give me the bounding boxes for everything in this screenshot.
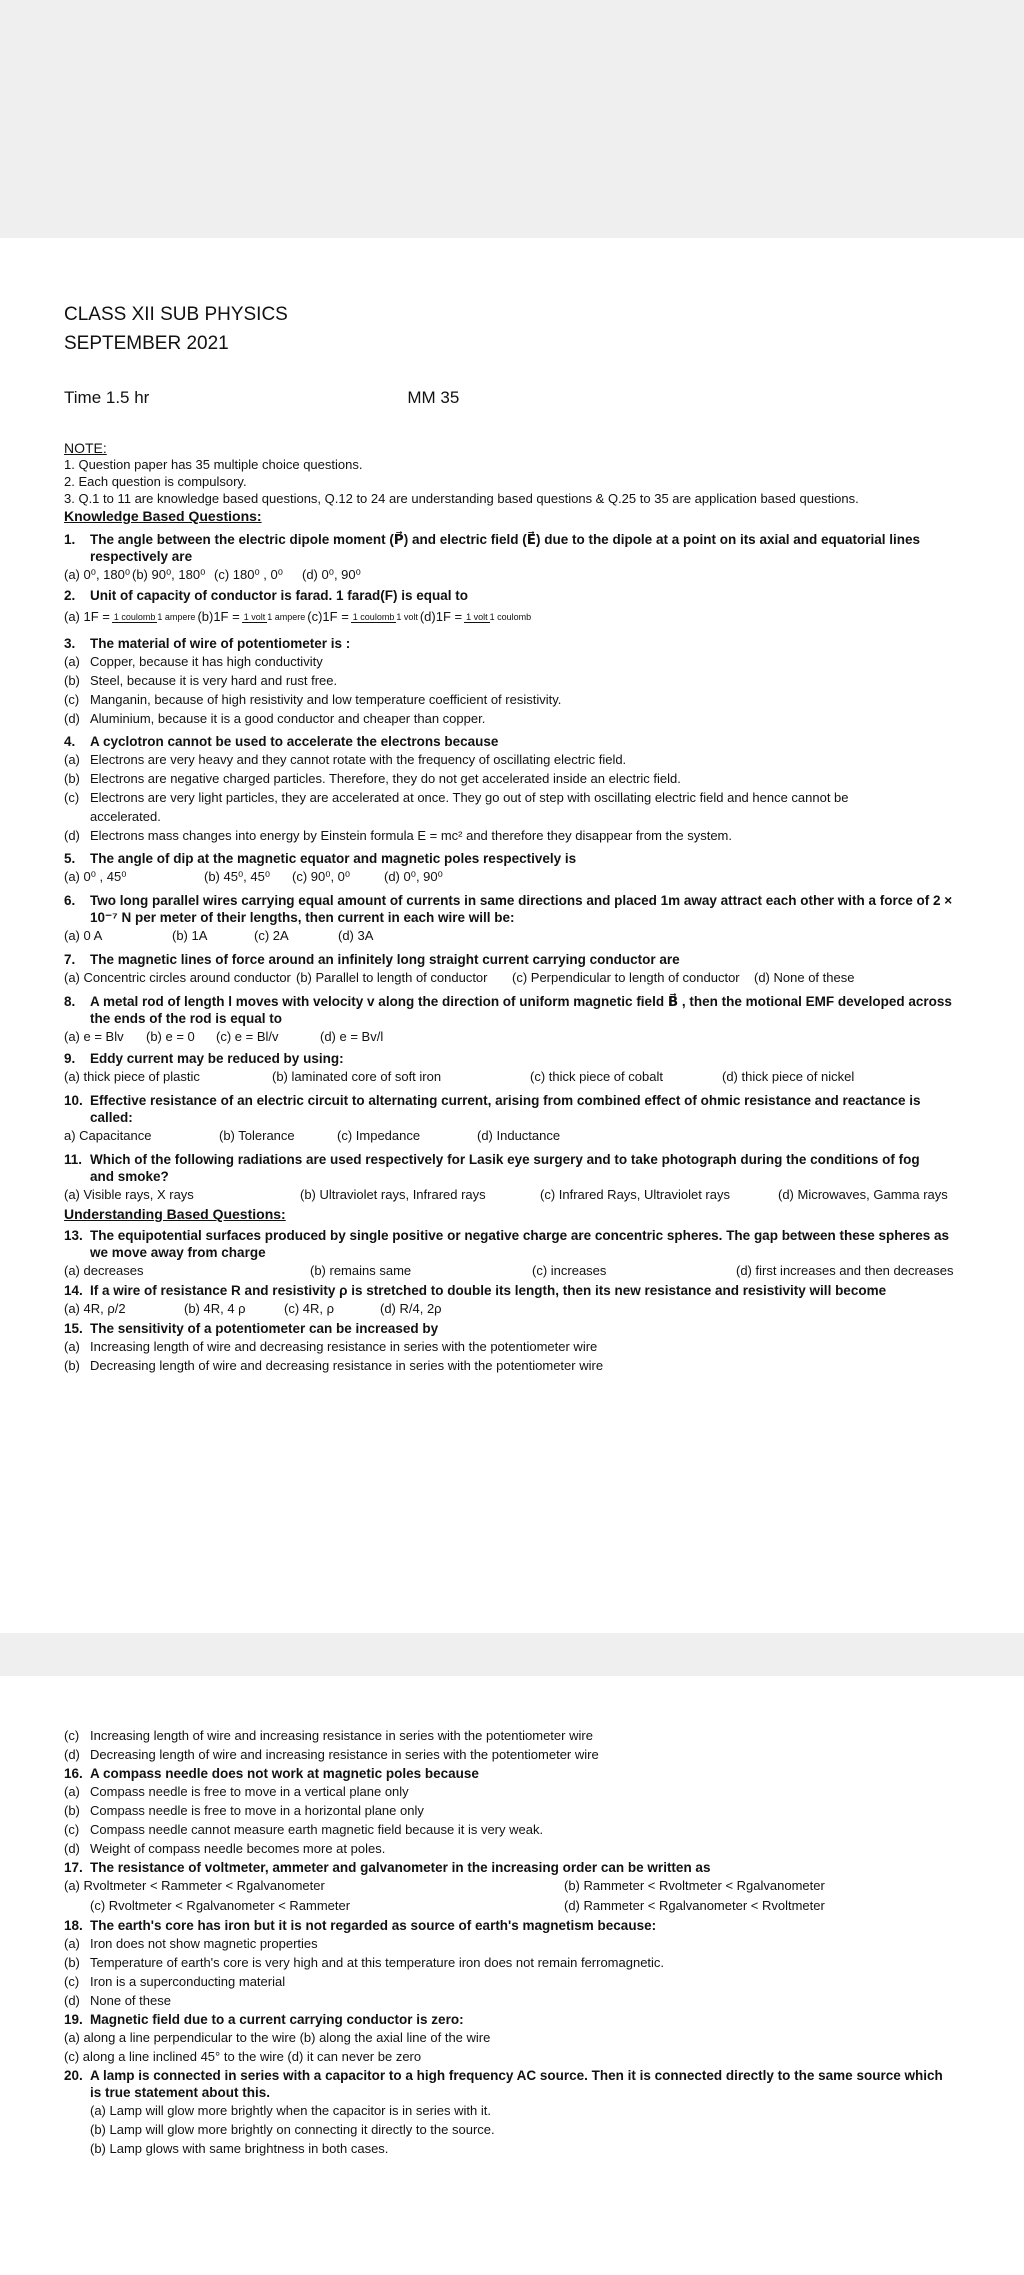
- option-b: (b) laminated core of soft iron: [272, 1069, 442, 1084]
- q5-options: [64, 867, 962, 887]
- option-c: (c) 2A: [254, 928, 289, 943]
- paper-header: [64, 238, 962, 358]
- q1-options: [64, 565, 962, 585]
- q11-options: [64, 1185, 962, 1205]
- option-c: (b) Lamp glows with same brightness in both cases.: [90, 2141, 389, 2156]
- question-20: 20. A lamp is connected in series with a capacitor to a high frequency AC source. Then it is connected directly to the same source which is true statement about this.: [64, 2068, 943, 2100]
- page-two: [0, 1676, 1024, 2275]
- paper-meta: [64, 388, 962, 408]
- q2-options: [64, 604, 962, 630]
- question-11: 11. Which of the following radiations are used respectively for Lasik eye surgery and to take photograph during the conditions of fog and smoke?: [64, 1152, 920, 1184]
- q14-options: [64, 1299, 962, 1319]
- option-b: (b)1F = 1 volt 1 ampere: [197, 609, 306, 624]
- q6-options: [64, 926, 962, 946]
- question-1: 1. The angle between the electric dipole moment (P⃗) and electric field (E⃗) due to the dipole at a point on its axial and equatorial lines respectively are: [64, 532, 920, 564]
- q7-options: [64, 968, 962, 988]
- option-b: (b) Steel, because it is very hard and rust free.: [64, 673, 338, 688]
- option-d: (d) 3A: [338, 928, 374, 943]
- option-c: (c) Iron is a superconducting material: [64, 1974, 286, 1989]
- note-item: 3. Q.1 to 11 are knowledge based questions, Q.12 to 24 are understanding based questions & Q.25 to 35 are application based questions.: [64, 491, 859, 506]
- option-c: (c) thick piece of cobalt: [530, 1069, 663, 1084]
- question-10: 10. Effective resistance of an electric circuit to alternating current, arising from combined effect of ohmic resistance and reactance is called:: [64, 1093, 921, 1125]
- section-knowledge: Knowledge Based Questions:: [64, 508, 262, 524]
- option-a: (a) Concentric circles around conductor: [64, 970, 291, 985]
- option-b: (b) Compass needle is free to move in a horizontal plane only: [64, 1803, 424, 1818]
- option-d: (d) Electrons mass changes into energy by Einstein formula E = mc² and therefore they disappear from the system.: [64, 828, 733, 843]
- option-d: (d) None of these: [64, 1993, 171, 2008]
- option-b: (b) Tolerance: [219, 1128, 295, 1143]
- max-marks: MM 35: [407, 388, 460, 407]
- option-b: (b) remains same: [310, 1263, 412, 1278]
- option-c: (c) Manganin, because of high resistivity and low temperature coefficient of resistivity.: [64, 692, 562, 707]
- option-d: (d) Decreasing length of wire and increasing resistance in series with the potentiometer wire: [64, 1747, 599, 1762]
- option-a: (a) Copper, because it has high conductivity: [64, 654, 323, 669]
- option-d: (d) 0⁰, 90⁰: [384, 869, 443, 884]
- option-d: (d)1F = 1 volt 1 coulomb: [419, 609, 532, 624]
- question-5: 5. The angle of dip at the magnetic equator and magnetic poles respectively is: [64, 851, 577, 866]
- option-b: (b) Temperature of earth's core is very high and at this temperature iron does not remain ferromagnetic.: [64, 1955, 665, 1970]
- question-19: 19. Magnetic field due to a current carrying conductor is zero:: [64, 2012, 464, 2027]
- option-b: (b) 90⁰, 180⁰: [132, 567, 206, 582]
- option-a: (a) Compass needle is free to move in a vertical plane only: [64, 1784, 409, 1799]
- option-d: (d) thick piece of nickel: [722, 1069, 855, 1084]
- page-one: [0, 238, 1024, 1633]
- option-a: (a) Electrons are very heavy and they cannot rotate with the frequency of oscillating electric field.: [64, 752, 627, 767]
- option-b: (b) Ultraviolet rays, Infrared rays: [300, 1187, 486, 1202]
- q13-options: [64, 1261, 962, 1281]
- option-c: (c) Increasing length of wire and increasing resistance in series with the potentiometer wire: [64, 1728, 593, 1743]
- option-a: (a) Increasing length of wire and decreasing resistance in series with the potentiometer wire: [64, 1339, 598, 1354]
- option-d: (d) e = Bv/l: [320, 1029, 384, 1044]
- q10-options: [64, 1126, 962, 1146]
- option-b: (b) e = 0: [146, 1029, 195, 1044]
- option-d: (d) Rammeter < Rgalvanometer < Rvoltmeter: [564, 1898, 825, 1913]
- question-9: 9. Eddy current may be reduced by using:: [64, 1051, 344, 1066]
- option-a: (a) thick piece of plastic: [64, 1069, 200, 1084]
- q9-options: [64, 1067, 962, 1087]
- option-b: (b) 45⁰, 45⁰: [204, 869, 271, 884]
- option-b: (b) Electrons are negative charged particles. Therefore, they do not get accelerated inside an electric field.: [64, 771, 681, 786]
- question-2: 2. Unit of capacity of conductor is farad. 1 farad(F) is equal to: [64, 588, 469, 603]
- question-18: 18. The earth's core has iron but it is not regarded as source of earth's magnetism because:: [64, 1918, 657, 1933]
- q17-options-row1: [64, 1876, 962, 1896]
- option-a: (a) decreases: [64, 1263, 144, 1278]
- question-14: 14. If a wire of resistance R and resistivity ρ is stretched to double its length, then its new resistance and resistivity will become: [64, 1283, 887, 1298]
- option-c: (c) Electrons are very light particles, they are accelerated at once. They go out of step with oscillating electric field and hence cannot be: [64, 790, 849, 805]
- q8-options: [64, 1027, 962, 1047]
- option-c-cont: accelerated.: [90, 809, 161, 824]
- option-a: (a) e = Blv: [64, 1029, 124, 1044]
- note-item: 2. Each question is compulsory.: [64, 474, 247, 489]
- option-a: (a) Iron does not show magnetic properties: [64, 1936, 318, 1951]
- question-17: 17. The resistance of voltmeter, ammeter and galvanometer in the increasing order can be written as: [64, 1860, 711, 1875]
- question-4: 4. A cyclotron cannot be used to accelerate the electrons because: [64, 734, 499, 749]
- option-b: (b) 1A: [172, 928, 208, 943]
- option-b: (b) Decreasing length of wire and decreasing resistance in series with the potentiometer wire: [64, 1358, 604, 1373]
- option-a: (a) Visible rays, X rays: [64, 1187, 194, 1202]
- question-16: 16. A compass needle does not work at magnetic poles because: [64, 1766, 479, 1781]
- option-d: (d) R/4, 2ρ: [380, 1301, 442, 1316]
- option-c: (c) Compass needle cannot measure earth magnetic field because it is very weak.: [64, 1822, 544, 1837]
- option-d: (d) Inductance: [477, 1128, 561, 1143]
- option-c: (c) 180⁰ , 0⁰: [214, 567, 283, 582]
- option-d: (d) 0⁰, 90⁰: [302, 567, 361, 582]
- option-c: (c) Perpendicular to length of conductor: [512, 970, 740, 985]
- option-b: (b) Parallel to length of conductor: [296, 970, 488, 985]
- option-a: (a) Rvoltmeter < Rammeter < Rgalvanometer: [64, 1878, 325, 1893]
- option-a: (a) 1F = 1 coulomb 1 ampere: [64, 609, 196, 624]
- q19-options-line2: (c) along a line inclined 45° to the wire (d) it can never be zero: [64, 2049, 422, 2064]
- time-label: Time 1.5 hr: [64, 388, 150, 407]
- option-c: (c) e = Bl/v: [216, 1029, 279, 1044]
- question-6: 6. Two long parallel wires carrying equal amount of currents in same directions and placed 1m away attract each other with a force of 2 × 10⁻⁷ N per meter of their lengths, then current in each wire will be:: [64, 893, 953, 925]
- option-d: (d) None of these: [754, 970, 855, 985]
- option-c: (c) Infrared Rays, Ultraviolet rays: [540, 1187, 730, 1202]
- option-c: (c) Impedance: [337, 1128, 421, 1143]
- question-13: 13. The equipotential surfaces produced by single positive or negative charge are concentric spheres. The gap between these spheres as we move away from charge: [64, 1228, 950, 1260]
- option-c: (c) Rvoltmeter < Rgalvanometer < Rammeter: [90, 1898, 351, 1913]
- option-d: (d) Aluminium, because it is a good conductor and cheaper than copper.: [64, 711, 486, 726]
- option-d: (d) Microwaves, Gamma rays: [778, 1187, 948, 1202]
- option-a: (a) 0⁰, 180⁰: [64, 567, 131, 582]
- option-c: (c) 90⁰, 0⁰: [292, 869, 351, 884]
- option-a: (a) Lamp will glow more brightly when the capacitor is in series with it.: [90, 2103, 491, 2118]
- note-title: NOTE:: [64, 440, 107, 456]
- option-b: (b) Lamp will glow more brightly on connecting it directly to the source.: [90, 2122, 495, 2137]
- question-15: 15. The sensitivity of a potentiometer can be increased by: [64, 1321, 439, 1336]
- option-a: (a) 4R, ρ/2: [64, 1301, 126, 1316]
- q17-options-row2: [64, 1896, 962, 1916]
- note-item: 1. Question paper has 35 multiple choice questions.: [64, 457, 363, 472]
- paper-subtitle: SEPTEMBER 2021: [64, 333, 229, 354]
- question-8: 8. A metal rod of length l moves with velocity v along the direction of uniform magnetic field B⃗ , then the motional EMF developed across the ends of the rod is equal to: [64, 994, 952, 1026]
- question-3: 3. The material of wire of potentiometer is :: [64, 636, 351, 651]
- option-a: (a) 0 A: [64, 928, 103, 943]
- section-understanding: Understanding Based Questions:: [64, 1206, 286, 1222]
- option-d: (d) first increases and then decreases: [736, 1263, 954, 1278]
- option-d: (d) Weight of compass needle becomes more at poles.: [64, 1841, 386, 1856]
- option-c: (c) 4R, ρ: [284, 1301, 335, 1316]
- option-c: (c) increases: [532, 1263, 607, 1278]
- option-a: (a) 0⁰ , 45⁰: [64, 869, 127, 884]
- option-c: (c)1F = 1 coulomb 1 volt: [307, 609, 418, 624]
- option-b: (b) 4R, 4 ρ: [184, 1301, 246, 1316]
- paper-title: CLASS XII SUB PHYSICS: [64, 304, 288, 325]
- question-7: 7. The magnetic lines of force around an infinitely long straight current carrying conductor are: [64, 952, 680, 967]
- option-a: a) Capacitance: [64, 1128, 152, 1143]
- option-b: (b) Rammeter < Rvoltmeter < Rgalvanometer: [564, 1878, 825, 1893]
- q19-options-line1: (a) along a line perpendicular to the wire (b) along the axial line of the wire: [64, 2030, 491, 2045]
